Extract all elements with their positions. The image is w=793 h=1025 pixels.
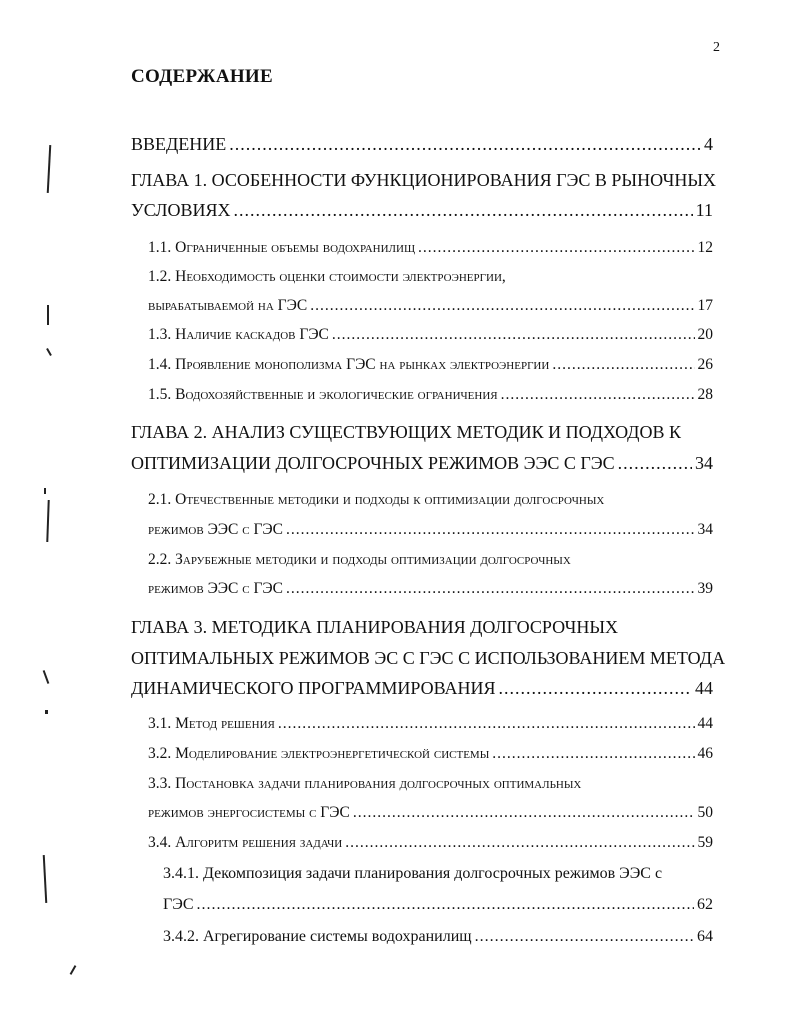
toc-entry-page: 44: [697, 715, 713, 732]
leader-dots: [475, 928, 694, 946]
toc-entry-page: 34: [697, 521, 713, 538]
toc-entry[interactable]: [131, 617, 618, 638]
toc-entry[interactable]: [148, 834, 713, 852]
scan-mark: [45, 710, 48, 714]
toc-entry-text: 3.4. Алгоритм решения задачи: [148, 834, 343, 851]
toc-entry[interactable]: [148, 356, 713, 374]
toc-entry[interactable]: [163, 865, 662, 883]
leader-dots: [501, 386, 695, 404]
leader-dots: [353, 804, 695, 822]
toc-entry-page: 59: [697, 834, 713, 851]
toc-entry[interactable]: [131, 170, 716, 191]
toc-entry-text: режимов ЭЭС с ГЭС: [148, 580, 283, 597]
toc-entry[interactable]: [148, 521, 713, 539]
toc-entry-page: 20: [697, 326, 713, 343]
toc-entry[interactable]: [148, 297, 713, 315]
leader-dots: [234, 200, 693, 221]
toc-entry-text: 1.5. Водохозяйственные и экологические ограничения: [148, 386, 498, 403]
leader-dots: [498, 678, 692, 699]
toc-entry-text: ОПТИМАЛЬНЫХ РЕЖИМОВ ЭС С ГЭС С ИСПОЛЬЗОВАНИЕМ МЕТОДА: [131, 648, 726, 668]
leader-dots: [278, 715, 695, 733]
toc-entry-page: 50: [697, 804, 713, 821]
toc-entry-text: 1.3. Наличие каскадов ГЭС: [148, 326, 329, 343]
toc-entry[interactable]: [131, 134, 713, 155]
leader-dots: [552, 356, 694, 374]
toc-entry-page: 44: [695, 678, 713, 698]
leader-dots: [418, 239, 694, 257]
toc-entry[interactable]: [163, 896, 713, 914]
page-number: 2: [713, 40, 720, 55]
toc-entry[interactable]: [131, 453, 713, 474]
toc-entry[interactable]: [148, 326, 713, 344]
toc-heading: СОДЕРЖАНИЕ: [131, 66, 273, 87]
leader-dots: [196, 896, 694, 914]
toc-entry[interactable]: [131, 678, 713, 699]
toc-entry-text: 3.4.1. Декомпозиция задачи планирования долгосрочных режимов ЭЭС с: [163, 865, 663, 882]
toc-entry-text: ВВЕДЕНИЕ: [131, 134, 227, 154]
toc-entry-page: 26: [697, 356, 713, 373]
toc-entry-text: 3.2. Моделирование электроэнергетической системы: [148, 745, 490, 762]
leader-dots: [332, 326, 695, 344]
toc-entry[interactable]: [148, 804, 713, 822]
toc-entry[interactable]: [131, 648, 725, 669]
toc-entry-page: 46: [697, 745, 713, 762]
leader-dots: [310, 297, 694, 315]
leader-dots: [286, 521, 695, 539]
toc-entry-text: ГЛАВА 2. АНАЛИЗ СУЩЕСТВУЮЩИХ МЕТОДИК И ПОДХОДОВ К: [131, 422, 681, 442]
toc-entry-text: 3.4.2. Агрегирование системы водохранилищ: [163, 928, 472, 945]
toc-entry-text: 1.4. Проявление монополизма ГЭС на рынках электроэнергии: [148, 356, 550, 373]
toc-entry-text: 2.2. Зарубежные методики и подходы оптимизации долгосрочных: [148, 551, 571, 568]
toc-entry-text: 3.1. Метод решения: [148, 715, 275, 732]
toc-entry-page: 4: [704, 134, 713, 154]
toc-entry-page: 62: [697, 896, 713, 913]
toc-entry[interactable]: [148, 268, 506, 286]
toc-entry-text: ГЛАВА 1. ОСОБЕННОСТИ ФУНКЦИОНИРОВАНИЯ ГЭС В РЫНОЧНЫХ: [131, 170, 717, 190]
toc-entry-page: 17: [697, 297, 713, 314]
toc-entry[interactable]: [148, 551, 571, 569]
toc-entry[interactable]: [148, 580, 713, 598]
leader-dots: [229, 134, 701, 155]
toc-entry[interactable]: [131, 422, 681, 443]
toc-entry-text: 3.3. Постановка задачи планирования долгосрочных оптимальных: [148, 775, 582, 792]
toc-entry-page: 39: [697, 580, 713, 597]
toc-entry[interactable]: [131, 200, 713, 221]
toc-entry[interactable]: [148, 715, 713, 733]
toc-entry-page: 12: [697, 239, 713, 256]
toc-entry-text: УСЛОВИЯХ: [131, 200, 231, 220]
toc-entry-page: 28: [697, 386, 713, 403]
toc-entry[interactable]: [148, 491, 604, 509]
toc-entry-text: вырабатываемой на ГЭС: [148, 297, 308, 314]
toc-entry-text: режимов энергосистемы с ГЭС: [148, 804, 350, 821]
scan-mark: [44, 488, 46, 494]
toc-entry[interactable]: [148, 386, 713, 404]
toc-entry-page: 11: [695, 200, 713, 220]
toc-entry[interactable]: [148, 775, 581, 793]
toc-entry-page: 34: [695, 453, 713, 473]
scan-mark: [47, 305, 49, 325]
toc-entry-text: режимов ЭЭС с ГЭС: [148, 521, 283, 538]
toc-entry[interactable]: [163, 928, 713, 946]
toc-entry-text: 1.1. Ограниченные объемы водохранилищ: [148, 239, 416, 256]
toc-entry-text: 2.1. Отечественные методики и подходы к оптимизации долгосрочных: [148, 491, 605, 508]
toc-entry-text: 1.2. Необходимость оценки стоимости электроэнергии,: [148, 268, 506, 285]
toc-entry-text: ОПТИМИЗАЦИИ ДОЛГОСРОЧНЫХ РЕЖИМОВ ЭЭС С ГЭС: [131, 453, 615, 473]
toc-entry-text: ГЭС: [163, 896, 194, 913]
leader-dots: [286, 580, 695, 598]
toc-entry[interactable]: [148, 745, 713, 763]
leader-dots: [492, 745, 694, 763]
toc-entry-text: ГЛАВА 3. МЕТОДИКА ПЛАНИРОВАНИЯ ДОЛГОСРОЧНЫХ: [131, 617, 619, 637]
toc-entry-page: 64: [697, 928, 713, 945]
leader-dots: [345, 834, 694, 852]
toc-entry-text: ДИНАМИЧЕСКОГО ПРОГРАММИРОВАНИЯ: [131, 678, 496, 698]
toc-entry[interactable]: [148, 239, 713, 257]
leader-dots: [618, 453, 692, 474]
